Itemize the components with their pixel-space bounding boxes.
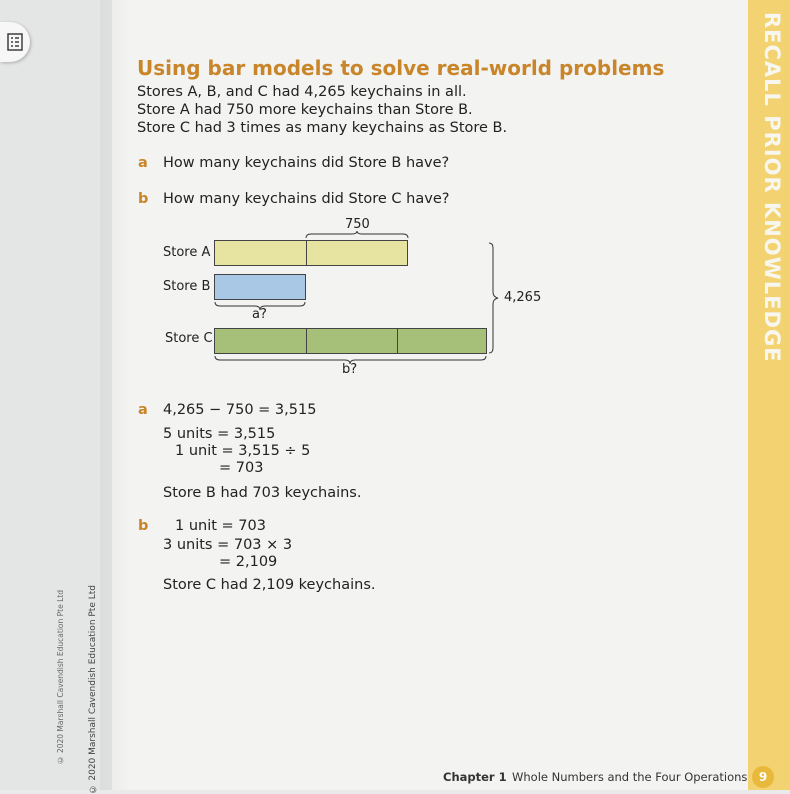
solution-b-line-3: = 2,109 (219, 554, 278, 570)
footer-chapter-title: Whole Numbers and the Four Operations (512, 770, 748, 784)
spine-shadow (100, 0, 130, 790)
list-icon (7, 33, 23, 51)
store-c-unit-divider-1 (306, 329, 307, 353)
difference-label: 750 (345, 217, 370, 232)
footer-chapter: Chapter 1 (443, 770, 507, 784)
total-brace (488, 242, 500, 354)
page-number: 9 (752, 766, 774, 788)
solution-b-line-1: 1 unit = 703 (175, 518, 266, 534)
problem-line-2: Store A had 750 more keychains than Store B. (137, 102, 473, 118)
section-tab-label: RECALL PRIOR KNOWLEDGE (760, 12, 784, 363)
solution-a-line-1: 4,265 − 750 = 3,515 (163, 402, 317, 418)
section-tab (748, 0, 790, 790)
solution-a-line-3: 1 unit = 3,515 ÷ 5 (175, 443, 311, 459)
store-a-bar (214, 240, 408, 266)
store-a-label: Store A (163, 245, 211, 260)
difference-brace (305, 231, 409, 239)
question-b-letter: b (138, 191, 149, 207)
store-b-bar (214, 274, 306, 300)
question-b-text: How many keychains did Store C have? (163, 191, 450, 207)
page-title: Using bar models to solve real-world problems (137, 56, 665, 80)
copyright-left: © 2020 Marshall Cavendish Education Pte Ltd (56, 590, 65, 765)
solution-a-line-4: = 703 (219, 460, 264, 476)
store-c-unit-divider-2 (397, 329, 398, 353)
store-b-unknown: a? (252, 307, 267, 322)
solution-b-line-2: 3 units = 703 × 3 (163, 537, 293, 553)
problem-line-1: Stores A, B, and C had 4,265 keychains in all. (137, 84, 467, 100)
problem-line-3: Store C had 3 times as many keychains as Store B. (137, 120, 508, 136)
question-a-letter: a (138, 155, 148, 171)
store-c-label: Store C (165, 331, 213, 346)
copyright-right: © 2020 Marshall Cavendish Education Pte Ltd (88, 585, 98, 794)
solution-a-answer: Store B had 703 keychains. (163, 485, 362, 501)
solution-b-letter: b (138, 518, 149, 534)
total-label: 4,265 (504, 290, 542, 305)
solution-a-letter: a (138, 402, 148, 418)
solution-a-line-2: 5 units = 3,515 (163, 426, 276, 442)
store-c-bar (214, 328, 487, 354)
textbook-page (112, 0, 790, 790)
solution-b-answer: Store C had 2,109 keychains. (163, 577, 376, 593)
store-b-label: Store B (163, 279, 211, 294)
store-c-unknown: b? (342, 362, 358, 377)
question-a-text: How many keychains did Store B have? (163, 155, 450, 171)
store-a-unit-divider (306, 241, 307, 265)
